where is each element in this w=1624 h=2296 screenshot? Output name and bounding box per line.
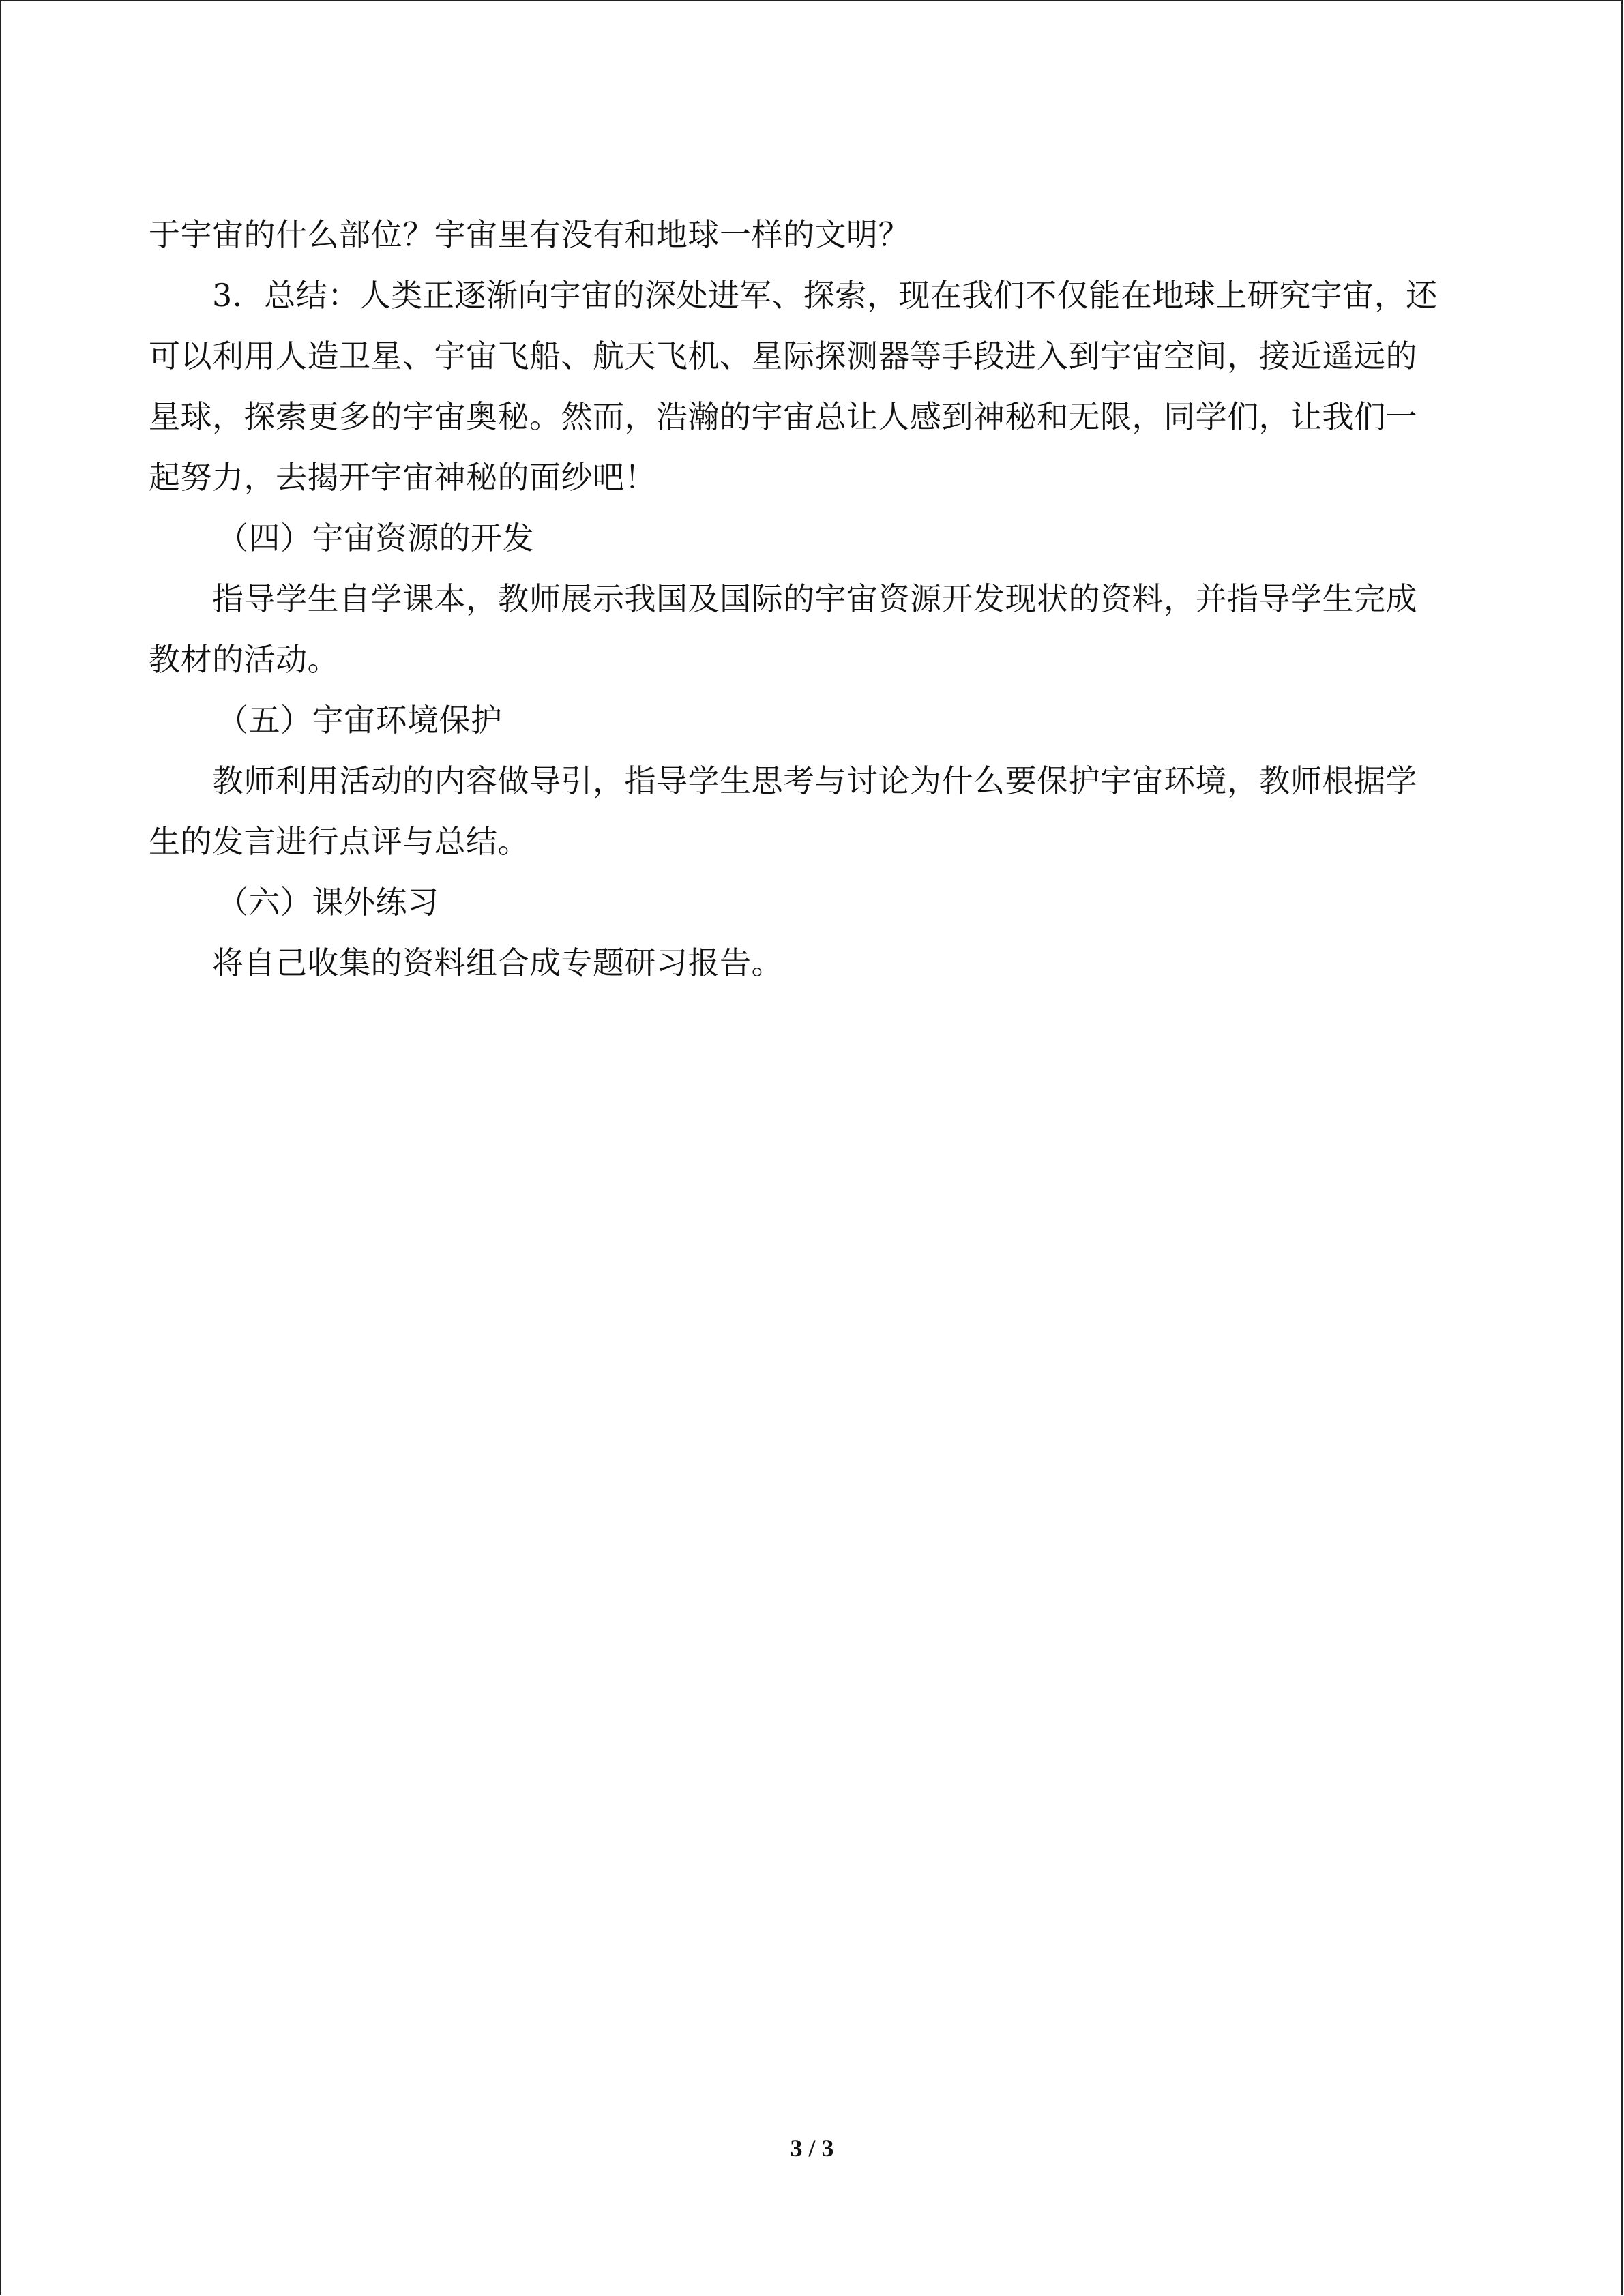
text-line: 起努力，去揭开宇宙神秘的面纱吧！ xyxy=(149,459,656,496)
section-heading: （五）宇宙环境保护 xyxy=(217,702,503,739)
page-number: 3 / 3 xyxy=(790,2134,834,2162)
text-line: 星球，探索更多的宇宙奥秘。然而，浩瀚的宇宙总让人感到神秘和无限，同学们，让我们一 xyxy=(149,398,1417,435)
text-line: 指导学生自学课本，教师展示我国及国际的宇宙资源开发现状的资料，并指导学生完成 xyxy=(212,580,1417,617)
document-body xyxy=(149,205,1476,994)
text-line: 生的发言进行点评与总结。 xyxy=(149,823,529,860)
text-line: 将自己收集的资料组合成专题研习报告。 xyxy=(212,944,783,981)
text-line: 教材的活动。 xyxy=(149,641,339,678)
section-heading: （六）课外练习 xyxy=(217,884,439,921)
text-line: 可以利用人造卫星、宇宙飞船、航天飞机、星际探测器等手段进入到宇宙空间，接近遥远的 xyxy=(149,338,1417,374)
section-heading: （四）宇宙资源的开发 xyxy=(217,520,534,556)
text-line: 教师利用活动的内容做导引，指导学生思考与讨论为什么要保护宇宙环境，教师根据学 xyxy=(212,762,1417,799)
text-line: 3．总结：人类正逐渐向宇宙的深处进军、探索，现在我们不仅能在地球上研究宇宙，还 xyxy=(212,277,1438,314)
text-line: 于宇宙的什么部位？宇宙里有没有和地球一样的文明？ xyxy=(149,216,910,253)
